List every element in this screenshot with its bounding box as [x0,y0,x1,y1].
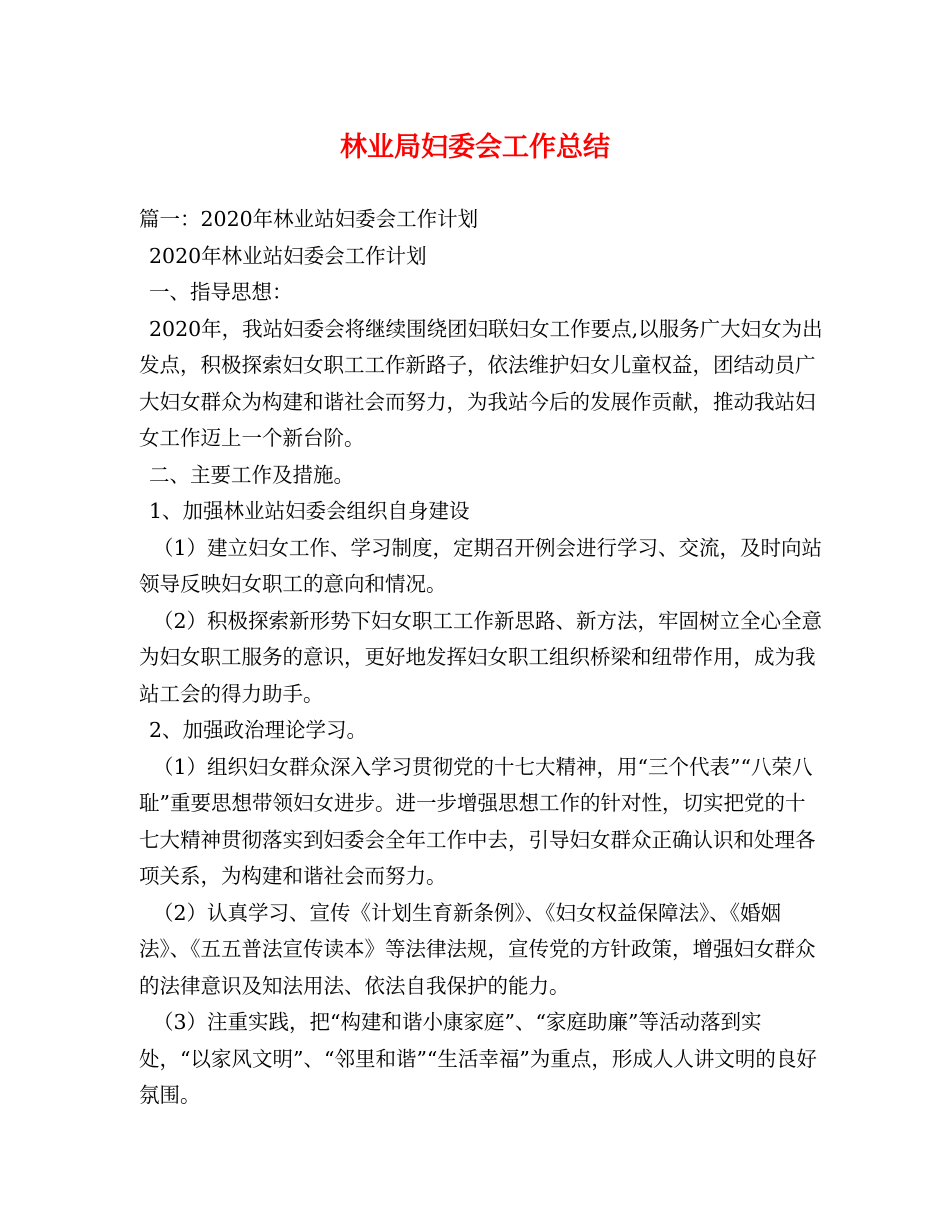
document-title: 林业局妇委会工作总结 [340,132,610,163]
plan-title: 2020年林业站妇委会工作计划 [149,243,427,268]
heading-guiding-ideology: 一、指导思想： [149,280,293,304]
subheading-organization: 1、加强林业站妇委会组织自身建设 [149,499,470,523]
document-body [139,201,823,1114]
item-political-2: （2）认真学习、宣传《计划生育新条例》、《妇女权益保障法》、《婚姻法》、《五五普法宣传读本》等法律法规，宣传党的方针政策，增强妇女群众的法律意识及知法用法、依法自我保护的能力。 [139,900,816,998]
item-political-1: （1）组织妇女群众深入学习贯彻党的十七大精神，用“三个代表”“八荣八耻”重要思想带领妇女进步。进一步增强思想工作的针对性，切实把党的十七大精神贯彻落实到妇委会全年工作中去，引导妇女群众正确认识和处理各项关系，为构建和谐社会而努力。 [139,754,816,888]
section-heading: 篇一：2020年林业站妇委会工作计划 [139,207,479,231]
paragraph-guiding-ideology: 2020年，我站妇委会将继续围绕团妇联妇女工作要点,以服务广大妇女为出发点，积极探索妇女职工工作新路子，依法维护妇女儿童权益，团结动员广大妇女群众为构建和谐社会而努力，为我站今后的发展作贡献，推动我站妇女工作迈上一个新台阶。 [139,316,823,450]
item-organization-1: （1）建立妇女工作、学习制度，定期召开例会进行学习、交流，及时向站领导反映妇女职工的意向和情况。 [139,535,823,596]
item-organization-2: （2）积极探索新形势下妇女职工工作新思路、新方法，牢固树立全心全意为妇女职工服务的意识，更好地发挥妇女职工组织桥梁和纽带作用，成为我站工会的得力助手。 [139,608,823,706]
subheading-political-study: 2、加强政治理论学习。 [149,718,368,742]
heading-main-work: 二、主要工作及措施。 [149,462,354,487]
item-political-3: （3）注重实践，把“构建和谐小康家庭”、“家庭助廉”等活动落到实处，“以家风文明”、“邻里和谐”“生活幸福”为重点，形成人人讲文明的良好氛围。 [139,1010,817,1107]
